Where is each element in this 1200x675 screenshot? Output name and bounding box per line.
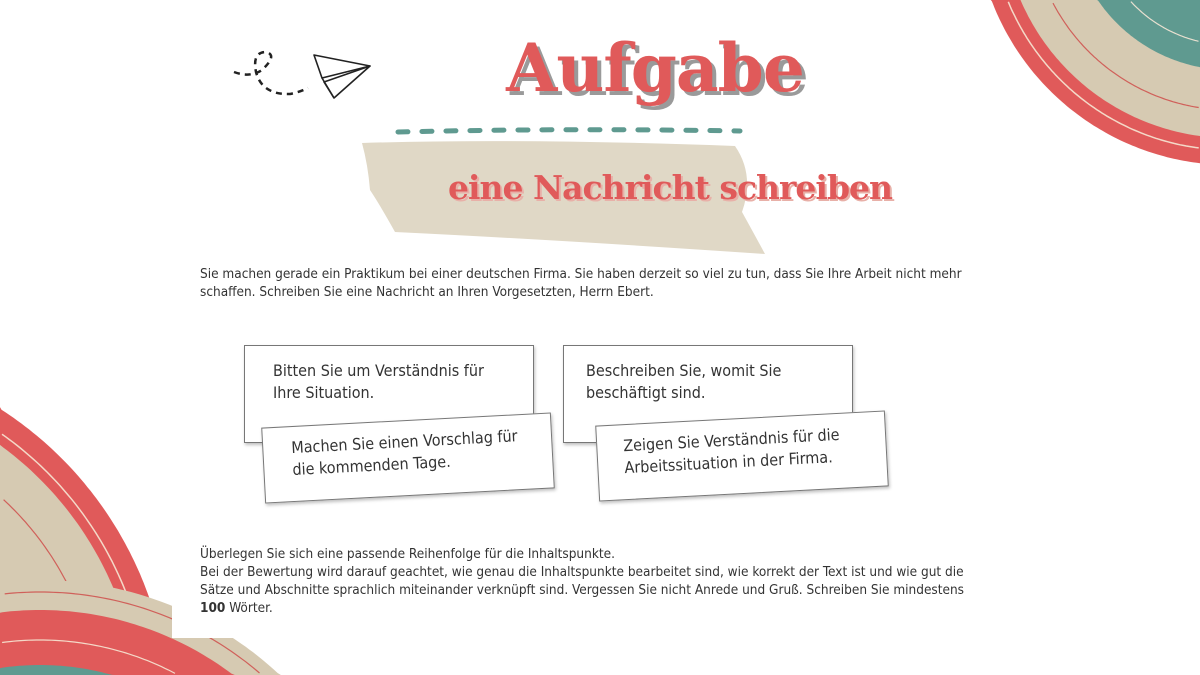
teal-dashed-line	[398, 130, 740, 132]
page-subtitle: eine Nachricht schreiben	[447, 168, 893, 207]
card-text: Machen Sie einen Vorschlag für die kommenden Tage.	[290, 426, 518, 480]
content-point-card	[595, 410, 889, 501]
instruction-evaluation	[200, 563, 980, 617]
card-text: Beschreiben Sie, womit Sie beschäftigt sind.	[586, 361, 782, 402]
word-count: 100	[200, 600, 226, 616]
task-instructions	[200, 545, 980, 617]
instruction-order: Überlegen Sie sich eine passende Reihenfolge für die Inhaltspunkte.	[200, 546, 615, 562]
evaluation-text-end: Wörter.	[225, 600, 273, 616]
card-text: Zeigen Sie Verständnis für die Arbeitssituation in der Firma.	[622, 424, 840, 478]
page-title: Aufgabe	[506, 29, 804, 107]
task-intro: Sie machen gerade ein Praktikum bei einer deutschen Firma. Sie haben derzeit so viel zu tun, dass Sie Ihre Arbeit nicht mehr schaffen. Schreiben Sie eine Nachricht an Ihren Vorgesetzten, Herrn Ebert.	[200, 266, 962, 300]
card-text: Bitten Sie um Verständnis für Ihre Situation.	[273, 361, 484, 402]
content-point-card	[261, 412, 555, 503]
evaluation-text: Bei der Bewertung wird darauf geachtet, wie genau die Inhaltspunkte bearbeitet sind, wie korrekt der Text ist und wie gut die Sätze und Abschnitte sprachlich miteinander verknüpft sind. Vergessen Sie nicht Anrede und Gruß. Schreiben Sie mindestens	[200, 564, 965, 598]
